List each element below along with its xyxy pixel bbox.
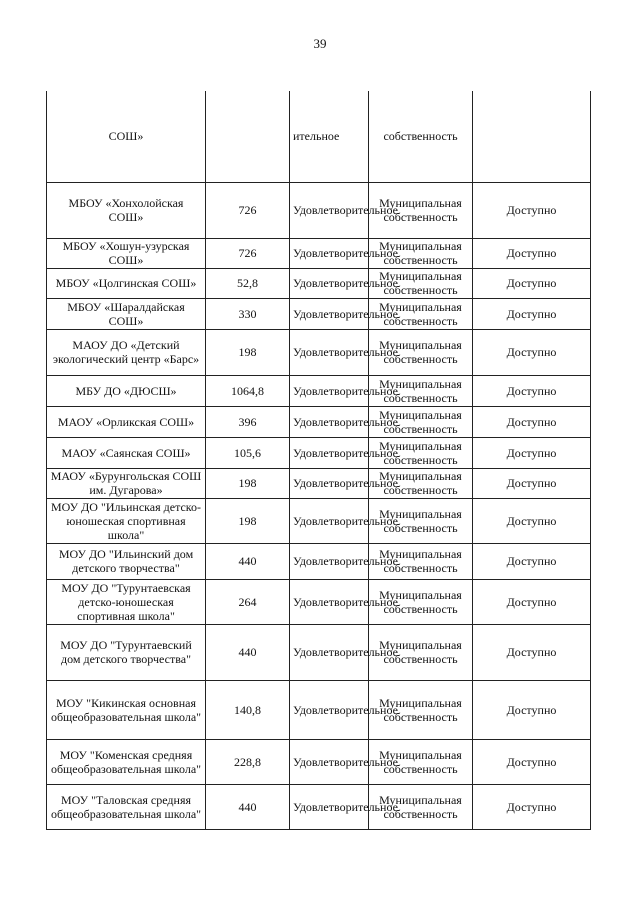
name-cell: МАОУ ДО «Детский экологический центр «Барс» — [47, 329, 206, 375]
table-row — [47, 624, 591, 680]
area-cell — [206, 91, 290, 182]
ownership-cell: Муниципальная собственность — [369, 468, 473, 498]
area-cell: 396 — [206, 406, 290, 437]
table-row — [47, 437, 591, 468]
access-cell: Доступно — [473, 498, 591, 543]
area-cell: 1064,8 — [206, 375, 290, 406]
table-row — [47, 739, 591, 784]
area-cell: 140,8 — [206, 680, 290, 739]
name-cell: МБОУ «Цолгинская СОШ» — [47, 268, 206, 298]
name-cell: МОУ "Коменская средняя общеобразовательная школа" — [47, 739, 206, 784]
ownership-cell: Муниципальная собственность — [369, 498, 473, 543]
area-cell: 198 — [206, 329, 290, 375]
state-cell: Удовлетворительное — [290, 468, 369, 498]
access-cell: Доступно — [473, 298, 591, 329]
ownership-cell: Муниципальная собственность — [369, 182, 473, 238]
access-cell: Доступно — [473, 739, 591, 784]
table-row — [47, 498, 591, 543]
access-cell: Доступно — [473, 375, 591, 406]
name-cell: МОУ ДО "Турунтаевская детско-юношеская спортивная школа" — [47, 579, 206, 624]
ownership-cell: Муниципальная собственность — [369, 437, 473, 468]
name-cell: МБУ ДО «ДЮСШ» — [47, 375, 206, 406]
access-cell: Доступно — [473, 329, 591, 375]
name-cell: МАОУ «Саянская СОШ» — [47, 437, 206, 468]
table-row — [47, 329, 591, 375]
state-cell: Удовлетворительное — [290, 543, 369, 579]
access-cell: Доступно — [473, 579, 591, 624]
access-cell: Доступно — [473, 238, 591, 268]
table-row — [47, 375, 591, 406]
area-cell: 198 — [206, 468, 290, 498]
access-cell: Доступно — [473, 437, 591, 468]
facilities-table — [46, 91, 591, 830]
name-cell: МОУ ДО "Турунтаевский дом детского творчества" — [47, 624, 206, 680]
ownership-cell: собственность — [369, 91, 473, 182]
ownership-cell: Муниципальная собственность — [369, 579, 473, 624]
area-cell: 330 — [206, 298, 290, 329]
state-cell: Удовлетворительное — [290, 498, 369, 543]
access-cell: Доступно — [473, 784, 591, 829]
state-cell: ительное — [290, 91, 369, 182]
area-cell: 105,6 — [206, 437, 290, 468]
state-cell: Удовлетворительное — [290, 182, 369, 238]
area-cell: 52,8 — [206, 268, 290, 298]
name-cell: МБОУ «Хошун-узурская СОШ» — [47, 238, 206, 268]
state-cell: Удовлетворительное — [290, 329, 369, 375]
name-cell: МОУ ДО "Ильинская детско-юношеская спортивная школа" — [47, 498, 206, 543]
name-cell: МОУ ДО "Ильинский дом детского творчества" — [47, 543, 206, 579]
access-cell: Доступно — [473, 680, 591, 739]
ownership-cell: Муниципальная собственность — [369, 268, 473, 298]
table-row — [47, 298, 591, 329]
ownership-cell: Муниципальная собственность — [369, 375, 473, 406]
state-cell: Удовлетворительное — [290, 739, 369, 784]
page-number: 39 — [313, 36, 327, 51]
name-cell: МАОУ «Орликская СОШ» — [47, 406, 206, 437]
state-cell: Удовлетворительное — [290, 579, 369, 624]
area-cell: 440 — [206, 543, 290, 579]
access-cell: Доступно — [473, 468, 591, 498]
area-cell: 726 — [206, 238, 290, 268]
access-cell — [473, 91, 591, 182]
table-row — [47, 91, 591, 182]
area-cell: 726 — [206, 182, 290, 238]
area-cell: 440 — [206, 624, 290, 680]
table-row — [47, 543, 591, 579]
name-cell: МОУ "Кикинская основная общеобразовательная школа" — [47, 680, 206, 739]
table-row — [47, 268, 591, 298]
ownership-cell: Муниципальная собственность — [369, 680, 473, 739]
access-cell: Доступно — [473, 406, 591, 437]
ownership-cell: Муниципальная собственность — [369, 329, 473, 375]
table-row — [47, 406, 591, 437]
access-cell: Доступно — [473, 543, 591, 579]
state-cell: Удовлетворительное — [290, 268, 369, 298]
state-cell: Удовлетворительное — [290, 680, 369, 739]
area-cell: 264 — [206, 579, 290, 624]
access-cell: Доступно — [473, 624, 591, 680]
state-cell: Удовлетворительное — [290, 298, 369, 329]
table-row — [47, 468, 591, 498]
ownership-cell: Муниципальная собственность — [369, 298, 473, 329]
ownership-cell: Муниципальная собственность — [369, 238, 473, 268]
state-cell: Удовлетворительное — [290, 437, 369, 468]
name-cell: МБОУ «Хонхолойская СОШ» — [47, 182, 206, 238]
access-cell: Доступно — [473, 268, 591, 298]
ownership-cell: Муниципальная собственность — [369, 739, 473, 784]
area-cell: 198 — [206, 498, 290, 543]
state-cell: Удовлетворительное — [290, 238, 369, 268]
access-cell: Доступно — [473, 182, 591, 238]
area-cell: 440 — [206, 784, 290, 829]
ownership-cell: Муниципальная собственность — [369, 543, 473, 579]
table-row — [47, 579, 591, 624]
state-cell: Удовлетворительное — [290, 784, 369, 829]
ownership-cell: Муниципальная собственность — [369, 784, 473, 829]
area-cell: 228,8 — [206, 739, 290, 784]
state-cell: Удовлетворительное — [290, 624, 369, 680]
ownership-cell: Муниципальная собственность — [369, 406, 473, 437]
name-cell: СОШ» — [47, 91, 206, 182]
state-cell: Удовлетворительное — [290, 375, 369, 406]
ownership-cell: Муниципальная собственность — [369, 624, 473, 680]
name-cell: МБОУ «Шаралдайская СОШ» — [47, 298, 206, 329]
table-row — [47, 238, 591, 268]
table-row — [47, 784, 591, 829]
name-cell: МОУ "Таловская средняя общеобразовательная школа" — [47, 784, 206, 829]
name-cell: МАОУ «Бурунгольская СОШ им. Дугарова» — [47, 468, 206, 498]
state-cell: Удовлетворительное — [290, 406, 369, 437]
table-row — [47, 182, 591, 238]
table-row — [47, 680, 591, 739]
